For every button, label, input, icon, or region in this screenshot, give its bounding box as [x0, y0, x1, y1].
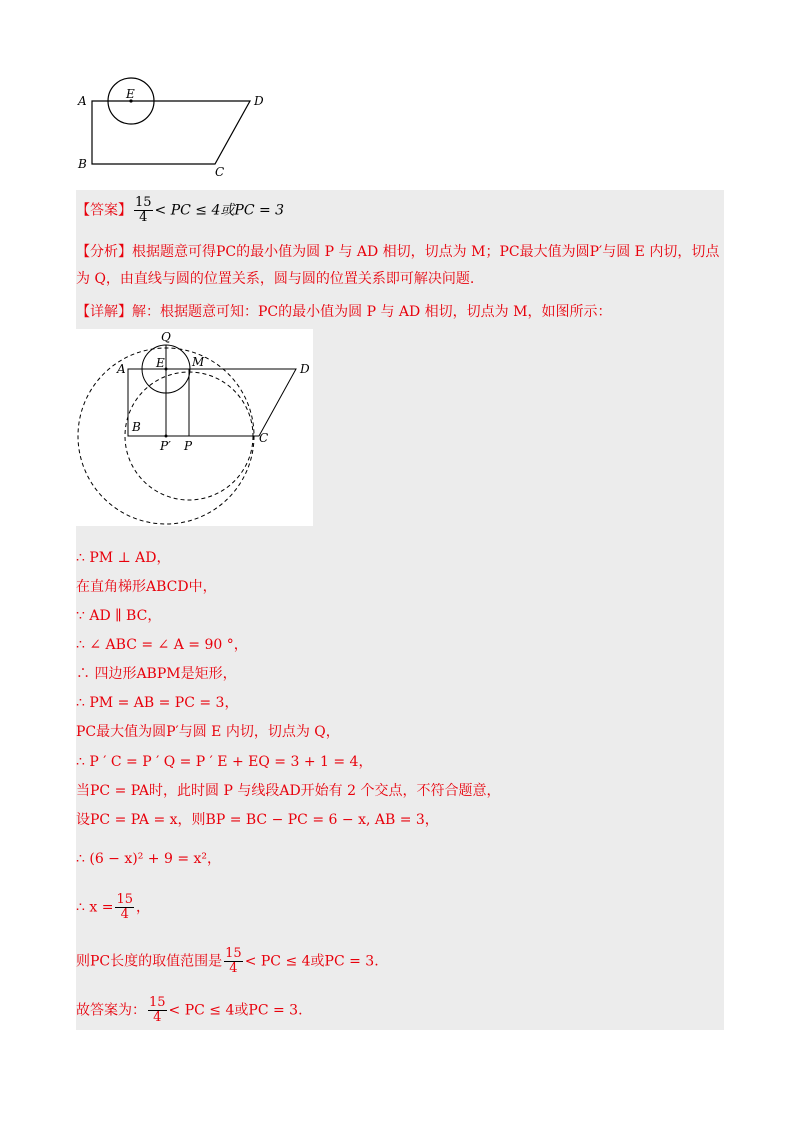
label-b: B — [78, 157, 87, 171]
step-9: 当PC = PA时，此时圆 P 与线段AD开始有 2 个交点，不符合题意， — [76, 783, 501, 799]
range-fraction: $\frac{15}{4}$ — [225, 946, 242, 976]
answer-line — [76, 196, 284, 225]
label-c: C — [215, 165, 225, 178]
label-p: P — [184, 439, 193, 453]
figure-solution-diagram — [76, 329, 313, 526]
label-q: Q — [161, 330, 171, 344]
step-7: PC最大值为圆P′与圆 E 内切，切点为 Q， — [76, 724, 340, 740]
label-d2: D — [300, 362, 310, 376]
detail-line-1: 【详解】解：根据题意可知：PC的最小值为圆 P 与 AD 相切，切点为 M，如图所示： — [76, 304, 612, 320]
label-e: E — [126, 87, 135, 101]
answer-expression: < PC ≤ 4或PC = 3 — [154, 202, 285, 219]
step-2: 在直角梯形ABCD中， — [76, 579, 217, 595]
label-d: D — [254, 94, 264, 108]
label-pprime: P′ — [160, 439, 171, 453]
final-fraction: $\frac{15}{4}$ — [149, 995, 166, 1025]
label-a: A — [78, 94, 87, 108]
label-m: M — [192, 355, 205, 369]
step-11: ∴ (6 − x)² + 9 = x²， — [76, 851, 222, 867]
point-pprime — [165, 435, 168, 438]
figure-trapezoid — [70, 68, 270, 178]
step-3: ∵ AD ∥ BC， — [76, 608, 162, 624]
answer-tag: 【答案】 — [76, 202, 132, 219]
point-e — [165, 368, 168, 371]
step-1: ∴ PM ⊥ AD， — [76, 550, 171, 566]
step-4: ∴ ∠ ABC = ∠ A = 90 °， — [76, 637, 248, 653]
step-10: 设PC = PA = x，则BP = BC − PC = 6 − x, AB = 3， — [76, 812, 439, 828]
label-b2: B — [132, 420, 141, 434]
step-5: ∴ 四边形ABPM是矩形， — [76, 666, 237, 682]
final-answer: 故答案为： $\frac{15}{4}$ < PC ≤ 4或PC = 3. — [76, 995, 303, 1025]
step-6: ∴ PM = AB = PC = 3， — [76, 695, 239, 711]
label-a2: A — [117, 362, 126, 376]
trapezoid-shape — [92, 101, 250, 164]
step-8: ∴ P ′ C = P ′ Q = P ′ E + EQ = 3 + 1 = 4， — [76, 754, 373, 770]
trapezoid-abcd — [128, 369, 296, 436]
label-e2: E — [156, 356, 165, 370]
analysis-line-2: 为 Q，由直线与圆的位置关系，圆与圆的位置关系即可解决问题. — [76, 271, 475, 287]
step-x-value: ∴ x = $\frac{15}{4}$ ， — [76, 892, 150, 922]
analysis-line-1: 【分析】根据题意可得PC的最小值为圆 P 与 AD 相切，切点为 M；PC最大值为圆P′与圆 E 内切，切点 — [76, 244, 720, 260]
x-fraction: $\frac{15}{4}$ — [116, 892, 133, 922]
answer-fraction: $\frac{15}{4}$ — [135, 195, 152, 225]
label-c2: C — [259, 431, 269, 445]
step-range: 则PC长度的取值范围是 $\frac{15}{4}$ < PC ≤ 4或PC = 3. — [76, 946, 379, 976]
